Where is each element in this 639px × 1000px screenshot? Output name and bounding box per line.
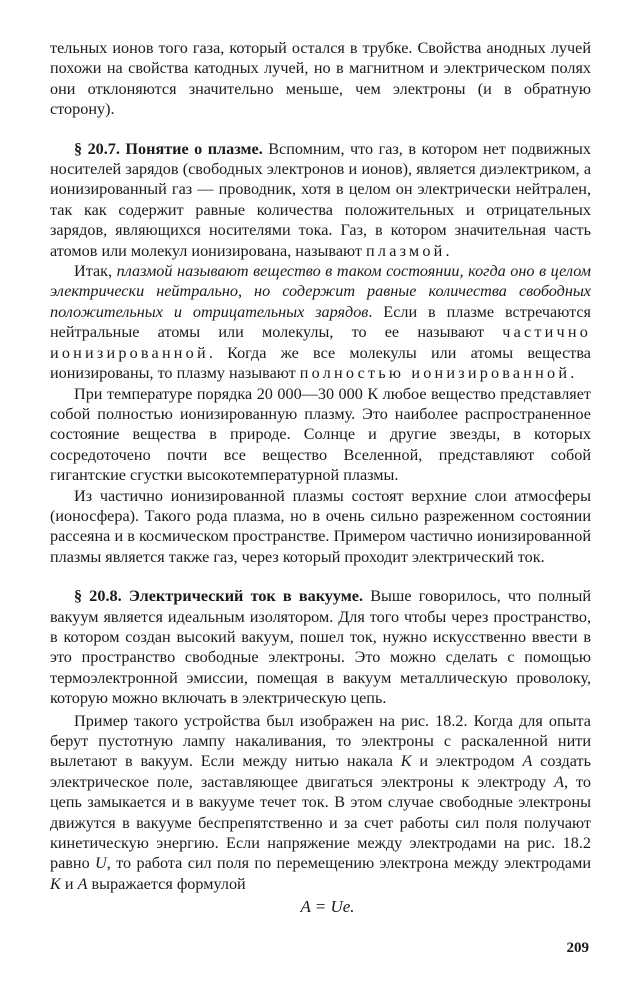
section-20-8-heading: § 20.8. Электрический ток в вакууме. — [74, 587, 364, 606]
var-k: K — [400, 752, 412, 771]
section-20-7-paragraph-1 — [50, 139, 591, 261]
section-20-7-paragraph-3: При температуре порядка 20 000—30 000 К любое вещество представляет собой полностью ионизированную плазму. Это наиболее распространенное состояние вещества в природе. Солнце и другие звезды, в которых сосредоточено почти все вещество Вселенной, представляют собой гигантские сгустки высокотемпературной плазмы. — [50, 384, 591, 485]
term-fully-ionized: полностью ионизированной — [299, 364, 571, 383]
section-20-8-paragraph-1 — [50, 586, 591, 708]
p2-text-g: выражается формулой — [87, 874, 246, 893]
var-a: A — [522, 752, 533, 771]
p2-text-c: создать электрическое поле, заставляющее двигаться электроны к электроду — [50, 752, 591, 791]
term-partially-ionized: частично ионизированной — [50, 323, 591, 362]
p2-text-b: и электродом — [411, 752, 523, 771]
section-20-8-p1-text: Выше говорилось, что полный вакуум является идеальным изолятором. Для того чтобы через пространство, в котором создан высокий вакуум, пошел ток, нужно искусственно ввести в это пространство свободные электроны. Это можно сделать с помощью термоэлектронной эмиссии, помещая в вакуум металлическую проволоку, которую можно включать в электрическую цепь. — [50, 587, 591, 708]
work-formula: A = Ue. — [300, 897, 355, 917]
section-20-7-p1-text: Вспомним, что газ, в котором нет подвижных носителей зарядов (свободных электронов и ионов), является диэлектриком, а ионизированный газ — проводник, хотя в целом он электрически нейтрален, так как содержит равные количества положительных и отрицательных зарядов, являющихся носителями тока. Газ, в котором значительная часть атомов или молекул ионизирована, называют — [50, 139, 591, 260]
p2-text-e: , то работа сил поля по перемещению электрона между электродами — [106, 854, 591, 873]
section-20-8-paragraph-2 — [50, 711, 591, 895]
p2-text-a: Пример такого устройства был изображен на рис. 18.2. Когда для опыта берут пустотную лампу накаливания, то электроны с раскаленной нити вылетают в вакуум. Если между нитью накала — [50, 711, 591, 771]
plasma-definition: плазмой называют вещество в таком состоянии, когда оно в целом электрически нейтрально, но содержит равные количества свободных положительных и отрицательных зарядов — [50, 262, 592, 321]
page-number: 209 — [566, 940, 589, 956]
intro-paragraph: тельных ионов того газа, который остался в трубке. Свойства анодных лучей похожи на свойства катодных лучей, но в магнитном и электрическом полях они отклоняются значительно меньше, чем электроны (и в обратную сторону). — [50, 39, 591, 119]
p2-mid2: . Когда же все молекулы или атомы вещества ионизированы, то плазму называют — [50, 343, 591, 383]
var-a-2: A — [554, 772, 565, 791]
p2-mid: . Если в плазме встречаются нейтральные атомы или молекулы, то ее называют — [50, 302, 591, 342]
p2-end: . — [570, 364, 575, 383]
var-k-2: K — [50, 874, 61, 893]
section-20-7-paragraph-4: Из частично ионизированной плазмы состоят верхние слои атмосферы (ионосфера). Такого рода плазма, но в очень сильно разреженном состоянии рассеяна и в космическом пространстве. Примером частично ионизированной плазмы является также газ, через который проходит электрический ток. — [50, 486, 591, 566]
section-20-7-heading: § 20.7. Понятие о плазме. — [74, 139, 263, 158]
p2-start: Итак, — [74, 262, 117, 281]
var-u: U — [95, 854, 107, 873]
p2-text-f: и — [60, 874, 78, 893]
var-a-3: A — [77, 874, 88, 893]
term-plasma: плазмой — [366, 241, 446, 260]
section-20-7-p1-end: . — [445, 241, 450, 260]
section-20-7-paragraph-2 — [50, 261, 591, 383]
p2-text-d: , то цепь замыкается и в вакууме течет ток. В этом случае свободные электроны движутся в вакууме беспрепятственно и за счет работы сил поля получают кинетическую энергию. Если напряжение между электродами на рис. 18.2 равно — [50, 772, 591, 873]
